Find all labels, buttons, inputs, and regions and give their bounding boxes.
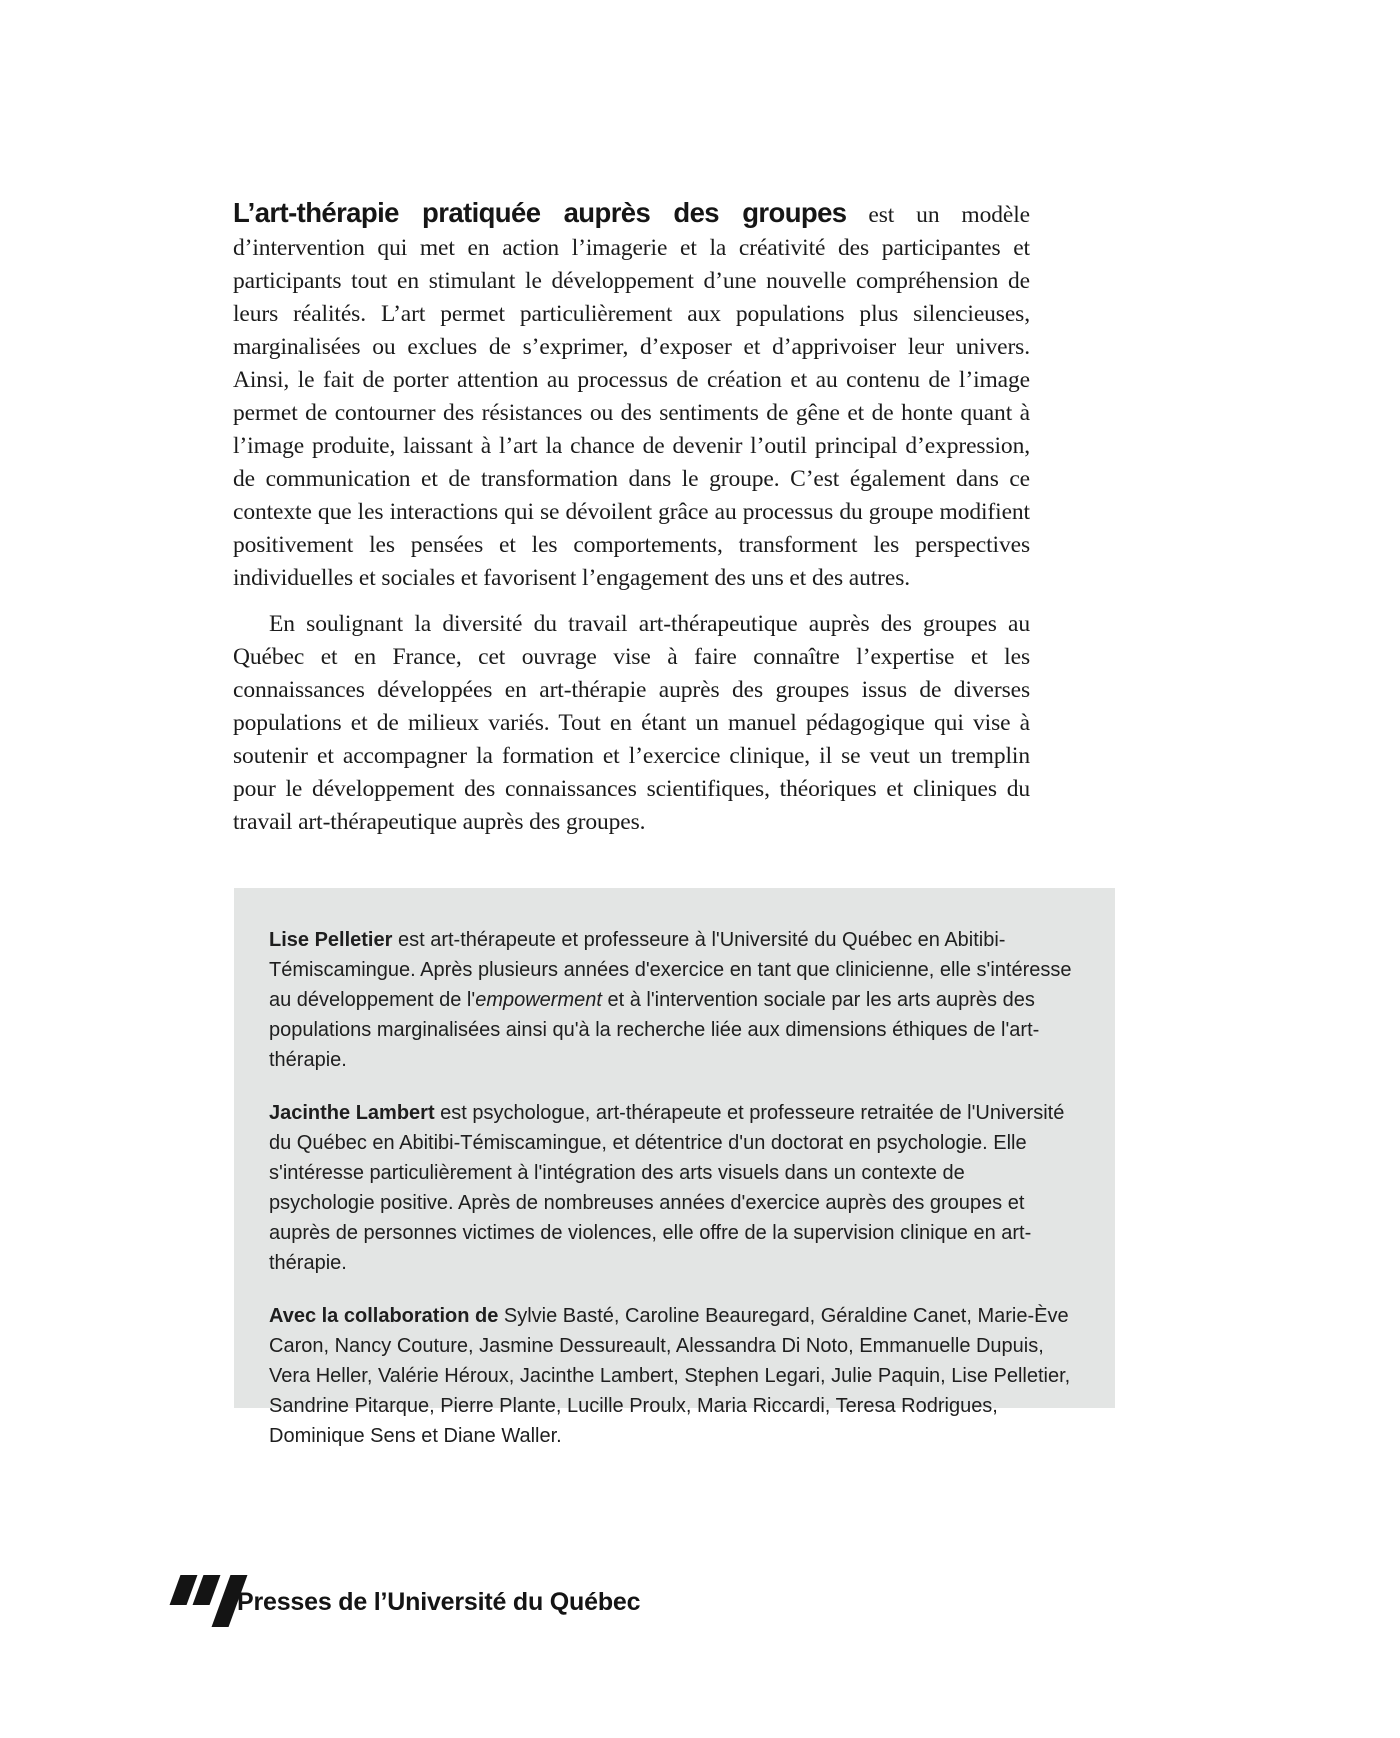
bio-jacinthe-lambert — [269, 1098, 1073, 1278]
puq-logo-icon — [167, 1573, 239, 1631]
collaboration-label: Avec la collaboration de — [269, 1305, 499, 1327]
bio-italic-term: empowerment — [475, 989, 602, 1011]
author-name: Lise Pelletier — [269, 929, 393, 951]
logo-bar — [193, 1575, 221, 1605]
bio-text: est psychologue, art-thérapeute et professeure retraitée de l'Université du Québec en Abitibi-Témiscamingue, et détentrice d'un doctorat en psychologie. Elle s'intéresse particulièrement à l'intégration des arts visuels dans un contexte de psychologie positive. Après de nombreuses années d'exercice auprès des groupes et auprès de personnes victimes de violences, elle offre de la supervision clinique en art-thérapie. — [269, 1102, 1065, 1274]
publisher-name: Presses de l’Université du Québec — [237, 1588, 641, 1616]
bio-text: est art-thérapeute et professeure à l'Université du Québec en Abitibi-Témiscamingue. Après plusieurs années d'exercice en tant que clinicienne, elle s'intéresse au développement de l' — [269, 929, 1072, 1011]
collaboration-list — [269, 1301, 1073, 1451]
authors-bio-box — [234, 888, 1115, 1447]
intro-paragraph-text: est un modèle d’intervention qui met en action l’imagerie et la créativité des participantes et participants tout en stimulant le développement d’une nouvelle compréhension de leurs réalités. L’art permet particulièrement aux populations plus silencieuses, marginalisées ou exclues de s’exprimer, d’exposer et d’apprivoiser leur univers. Ainsi, le fait de porter attention au processus de création et au contenu de l’image permet de contourner des résistances ou des sentiments de gêne et de honte quant à l’image produite, laissant à l’art la chance de devenir l’outil principal d’expression, de communication et de transformation dans le groupe. C’est également dans ce contexte que les interactions qui se dévoilent grâce au processus du groupe modifient positivement les pensées et les comportements, transforment les perspectives individuelles et sociales et favorisent l’engagement des uns et des autres. — [233, 202, 1030, 591]
intro-paragraph — [233, 196, 1030, 595]
second-paragraph: En soulignant la diversité du travail art-thérapeutique auprès des groupes au Québec et en France, cet ouvrage vise à faire connaître l’expertise et les connaissances développées en art-thérapie auprès des groupes issus de diverses populations et de milieux variés. Tout en étant un manuel pédagogique qui vise à soutenir et accompagner la formation et l’exercice clinique, il se veut un tremplin pour le développement des connaissances scientifiques, théoriques et cliniques du travail art-thérapeutique auprès des groupes. — [233, 611, 1030, 835]
collaboration-names: Sylvie Basté, Caroline Beauregard, Géraldine Canet, Marie-Ève Caron, Nancy Couture, Jasmine Dessureault, Alessandra Di Noto, Emmanuelle Dupuis, Vera Heller, Valérie Héroux, Jacinthe Lambert, Stephen Legari, Julie Paquin, Lise Pelletier, Sandrine Pitarque, Pierre Plante, Lucille Proulx, Maria Riccardi, Teresa Rodrigues, Dominique Sens et Diane Waller. — [269, 1305, 1071, 1447]
author-name: Jacinthe Lambert — [269, 1102, 435, 1124]
back-cover-description — [233, 196, 1030, 839]
bio-text: et à l'intervention sociale par les arts auprès des populations marginalisées ainsi qu'à la recherche liée aux dimensions éthiques de l'art-thérapie. — [269, 989, 1040, 1071]
bio-lise-pelletier — [269, 925, 1073, 1075]
book-title-lead: L’art-thérapie pratiquée auprès des groupes — [233, 197, 847, 228]
